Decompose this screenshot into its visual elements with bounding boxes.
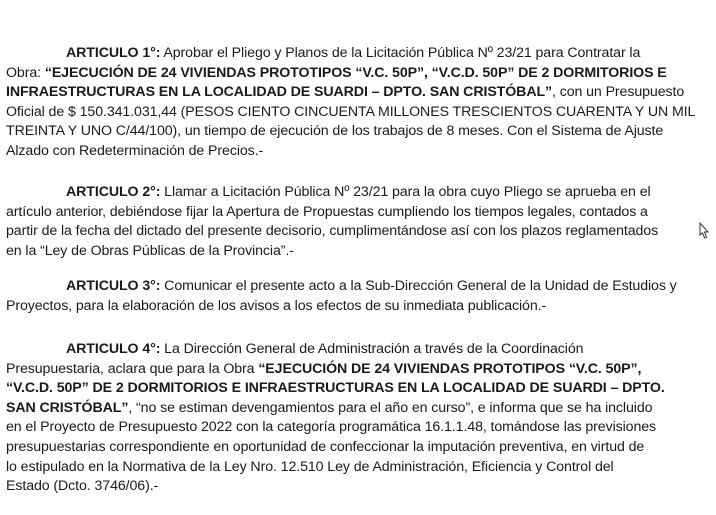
text-span: Presupuestaria, aclara que para la Obra: [6, 360, 259, 377]
article-heading: ARTICULO 2°:: [66, 184, 161, 200]
article-2-line: [6, 242, 704, 262]
article-1-line: [6, 44, 704, 64]
text-span: artículo anterior, debiéndose fijar la Apertura de Propuestas cumpliendo los tiempos legales, contados a: [6, 203, 648, 220]
article-1-line: [6, 64, 704, 84]
article-heading: ARTICULO 4°:: [66, 341, 161, 357]
text-span: Obra:: [6, 64, 45, 81]
article-4: [6, 340, 704, 497]
article-4-line: [6, 458, 704, 478]
text-span: presupuestarias correspondiente en oportunidad de confeccionar la imputación preventiva, en virtud de: [6, 438, 645, 455]
article-4-line: [6, 418, 704, 438]
article-2: [6, 183, 704, 261]
article-4-line: [6, 399, 704, 419]
bold-text: SAN CRISTÓBAL”: [6, 399, 129, 416]
text-span: TREINTA Y UNO C/44/100), un tiempo de ejecución de los trabajos de 8 meses. Con el Sistema de Ajuste: [6, 123, 664, 140]
article-1-line: [6, 103, 704, 123]
article-heading: ARTICULO 3°:: [66, 278, 161, 294]
text-span: Oficial de $ 150.341.031,44 (PESOS CIENTO CINCUENTA MILLONES TRESCIENTOS CUARENTA Y UN MIL: [6, 103, 696, 120]
text-span: Aprobar el Pliego y Planos de la Licitación Pública Nº 23/21 para Contratar la: [160, 45, 641, 61]
bold-text: “V.C.D. 50P” DE 2 DORMITORIOS E INFRAESTRUCTURAS EN LA LOCALIDAD DE SUARDI – DPTO.: [6, 380, 665, 397]
text-span: partir de la fecha del dictado del presente decisorio, cumplimentándose así con los plazos reglamentados: [6, 223, 659, 240]
article-2-line: [6, 203, 704, 223]
article-4-line: [6, 379, 704, 399]
article-4-line: [6, 360, 704, 380]
text-span: lo estipulado en la Normativa de la Ley Nro. 12.510 Ley de Administración, Eficiencia y Control del: [6, 458, 614, 475]
text-span: Alzado con Redeterminación de Precios.-: [6, 142, 264, 159]
text-span: en el Proyecto de Presupuesto 2022 con la categoría programática 16.1.1.48, tomándose las previsiones: [6, 419, 657, 436]
mouse-pointer-icon: [697, 222, 711, 242]
text-span: Llamar a Licitación Pública Nº 23/21 para la obra cuyo Pliego se aprueba en el: [160, 184, 651, 200]
article-4-line: [6, 340, 704, 360]
article-3-line: [6, 297, 704, 317]
text-span: La Dirección General de Administración a través de la Coordinación: [160, 341, 584, 357]
bold-text: INFRAESTRUCTURAS EN LA LOCALIDAD DE SUARDI – DPTO. SAN CRISTÓBAL”: [6, 84, 553, 101]
article-4-line: [6, 477, 704, 497]
text-span: Comunicar el presente acto a la Sub-Dirección General de la Unidad de Estudios y: [160, 278, 677, 294]
article-1-line: [6, 122, 704, 142]
bold-text: “EJECUCIÓN DE 24 VIVIENDAS PROTOTIPOS “V.C. 50P”,: [258, 360, 642, 377]
article-1: [6, 44, 704, 162]
article-heading: ARTICULO 1°:: [66, 45, 161, 61]
text-span: Proyectos, para la elaboración de los avisos a los efectos de su inmediata publicación.-: [6, 297, 547, 314]
article-3: [6, 277, 704, 316]
article-2-line: [6, 183, 704, 203]
article-1-line: [6, 142, 704, 162]
text-span: , con un Presupuesto: [552, 84, 685, 101]
article-1-line: [6, 83, 704, 103]
text-span: en la “Ley de Obras Públicas de la Provincia”.-: [6, 242, 294, 259]
article-4-line: [6, 438, 704, 458]
article-3-line: [6, 277, 704, 297]
text-span: Estado (Dcto. 3746/06).-: [6, 478, 159, 495]
article-2-line: [6, 222, 704, 242]
bold-text: “EJECUCIÓN DE 24 VIVIENDAS PROTOTIPOS “V.C. 50P”, “V.C.D. 50P” DE 2 DORMITORIOS E: [44, 64, 667, 81]
text-span: , “no se estiman devengamientos para el año en curso”, e informa que se ha incluido: [128, 399, 653, 416]
